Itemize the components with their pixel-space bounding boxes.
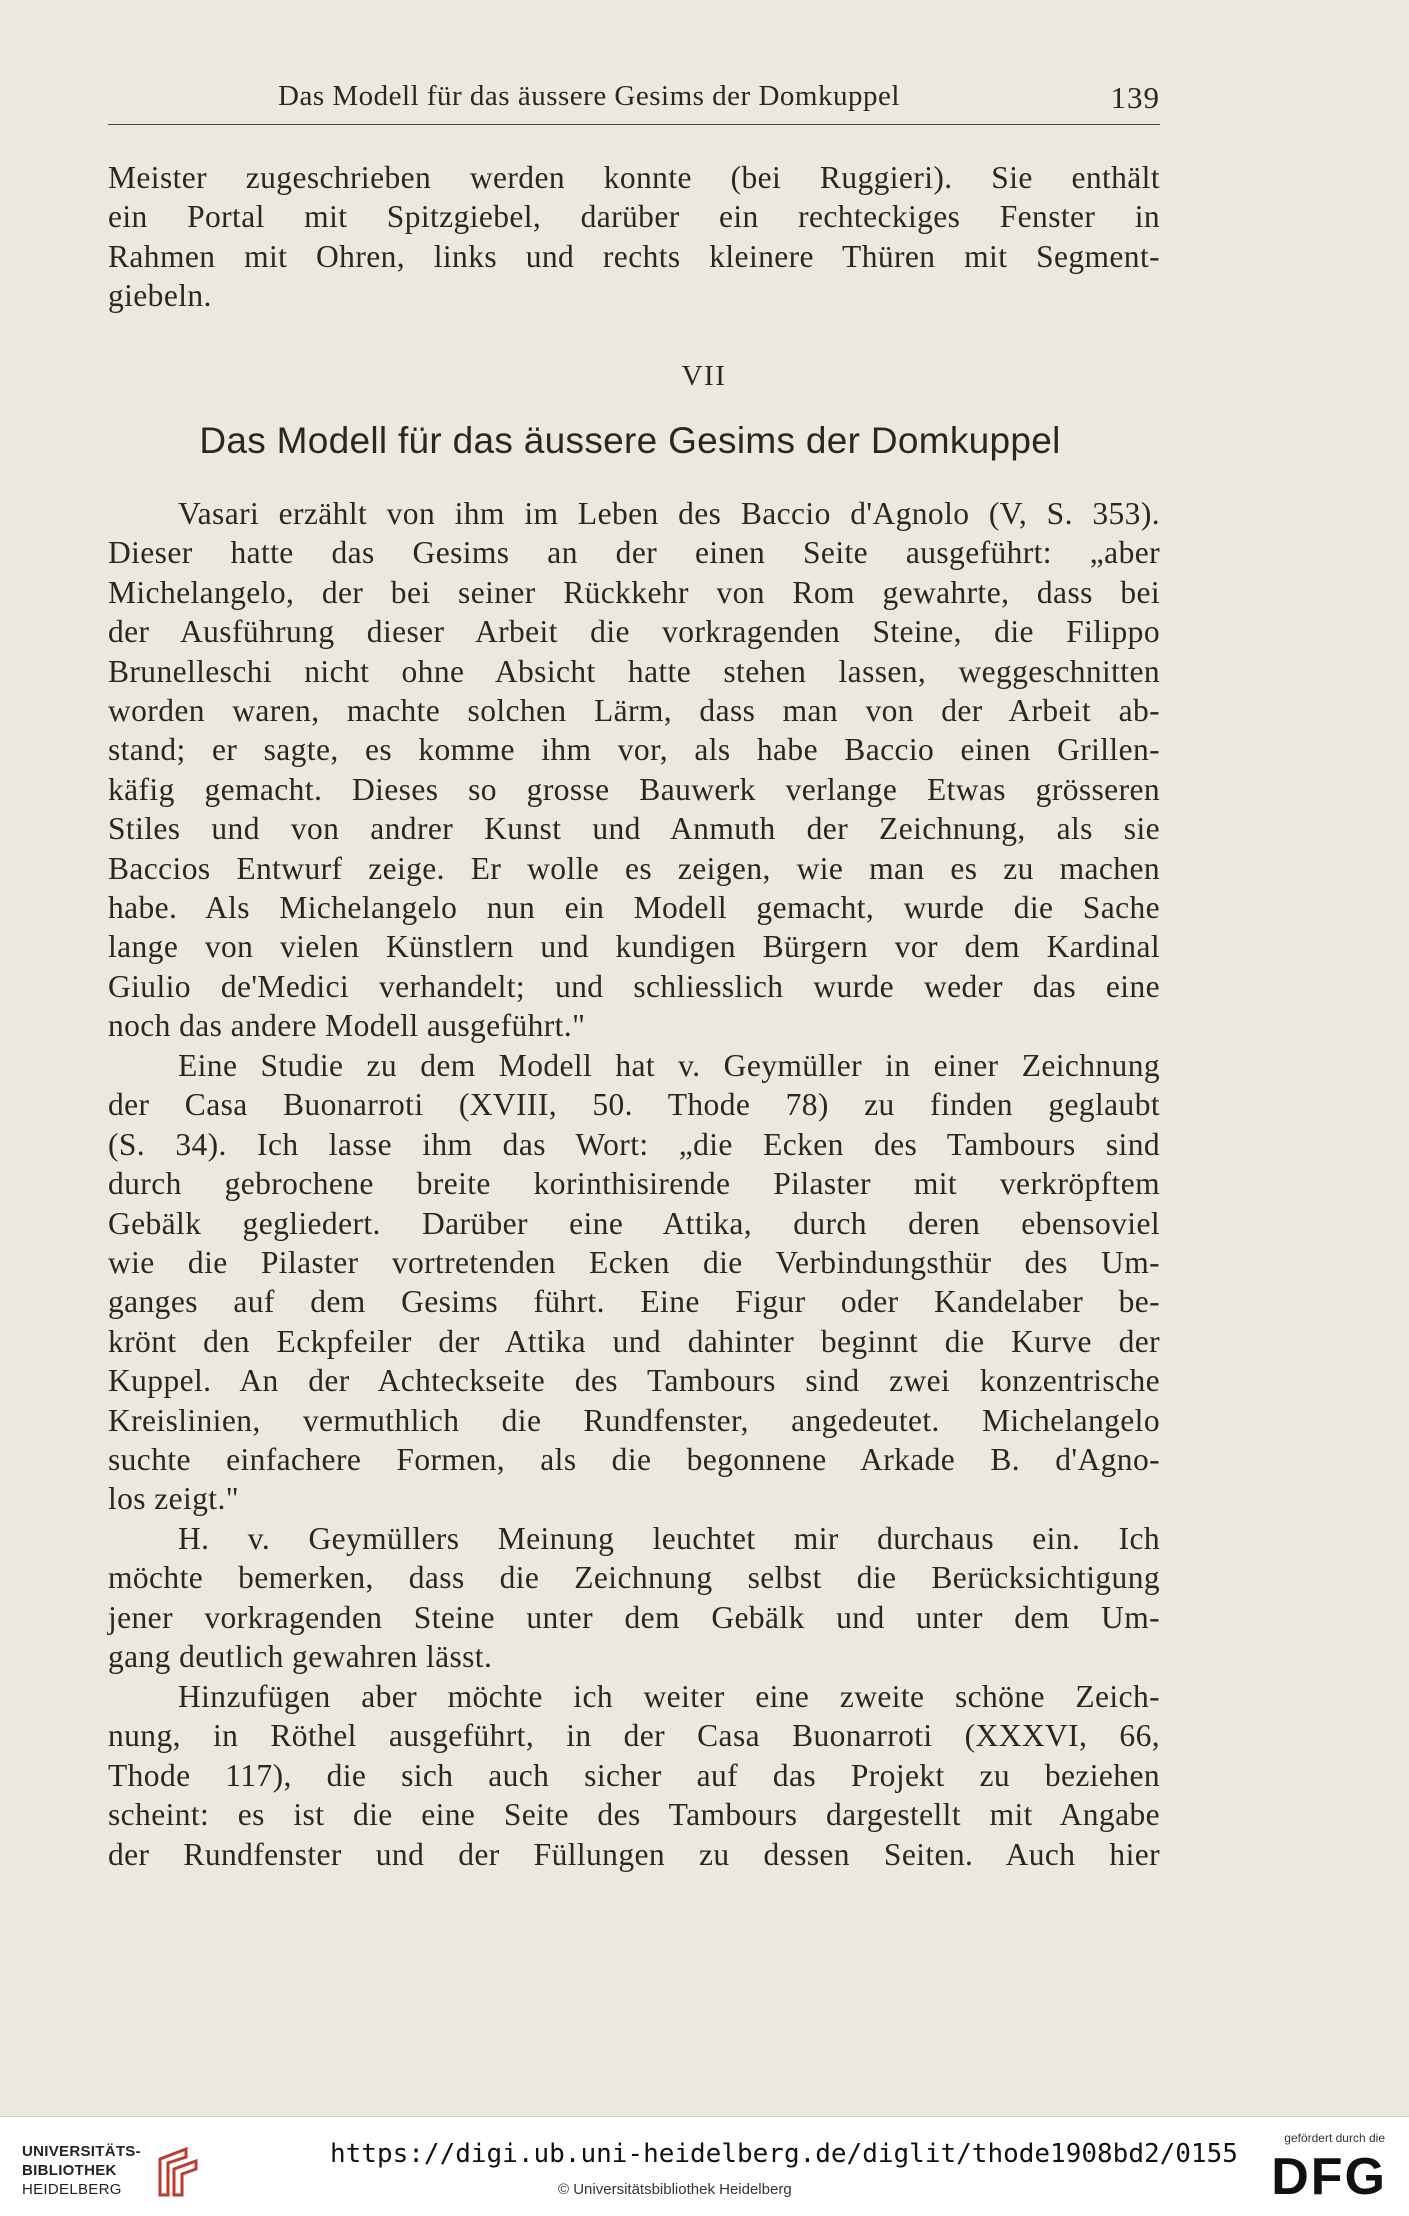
dfg-caption: gefördert durch die	[1284, 2131, 1385, 2145]
text-line: Stiles und von andrer Kunst und Anmuth der Zeichnung, als sie	[108, 811, 1160, 847]
text-line: nung, in Röthel ausgeführt, in der Casa Buonarroti (XXXVI, 66,	[108, 1718, 1160, 1754]
text-line: der Ausführung dieser Arbeit die vorkragenden Steine, die Filippo	[108, 614, 1160, 650]
text-line: H. v. Geymüllers Meinung leuchtet mir durchaus ein. Ich	[178, 1521, 1160, 1556]
text-line: Thode 117), die sich auch sicher auf das Projekt zu beziehen	[108, 1757, 1160, 1793]
text-line: Kuppel. An der Achteckseite des Tambours sind zwei konzentrische	[108, 1363, 1160, 1399]
paragraph-2	[108, 1046, 1160, 1519]
library-logo[interactable]	[22, 2143, 202, 2203]
chapter-title: Das Modell für das äussere Gesims der Domkuppel	[199, 420, 1061, 461]
running-title: Das Modell für das äussere Gesims der Domkuppel	[278, 80, 900, 112]
intro-paragraph	[108, 158, 1160, 316]
text-line: Dieser hatte das Gesims an der einen Seite ausgeführt: „aber	[108, 535, 1160, 571]
text-line: der Rundfenster und der Füllungen zu dessen Seiten. Auch hier	[108, 1836, 1160, 1872]
text-line: wie die Pilaster vortretenden Ecken die Verbindungsthür des Um-	[108, 1244, 1160, 1280]
text-line: käfig gemacht. Dieses so grosse Bauwerk verlange Etwas grösseren	[108, 771, 1160, 807]
text-line: noch das andere Modell ausgeführt."	[108, 1008, 586, 1044]
text-line: habe. Als Michelangelo nun ein Modell gemacht, wurde die Sache	[108, 889, 1160, 925]
permalink-url[interactable]: https://digi.ub.uni-heidelberg.de/diglit/thode1908bd2/0155	[330, 2139, 1238, 2169]
dfg-logo[interactable]: DFG	[1271, 2148, 1387, 2206]
paragraph-4	[108, 1677, 1160, 1874]
text-line: möchte bemerken, dass die Zeichnung selbst die Berücksichtigung	[108, 1560, 1160, 1596]
text-line: suchte einfachere Formen, als die begonnene Arkade B. d'Agno-	[108, 1441, 1160, 1477]
chapter-number: VII	[681, 360, 727, 392]
text-line: Gebälk gegliedert. Darüber eine Attika, durch deren ebensoviel	[108, 1205, 1160, 1241]
copyright-notice: © Universitätsbibliothek Heidelberg	[558, 2181, 792, 2198]
text-line: Vasari erzählt von ihm im Leben des Baccio d'Agnolo (V, S. 353).	[178, 496, 1160, 531]
text-line: los zeigt."	[108, 1481, 239, 1517]
text-line: durch gebrochene breite korinthisirende Pilaster mit verkröpftem	[108, 1166, 1160, 1202]
text-line: stand; er sagte, es komme ihm vor, als habe Baccio einen Grillen-	[108, 732, 1160, 768]
text-line: jener vorkragenden Steine unter dem Gebälk und unter dem Um-	[108, 1599, 1160, 1635]
paragraph-1	[108, 494, 1160, 1045]
text-line: krönt den Eckpfeiler der Attika und dahinter beginnt die Kurve der	[108, 1323, 1160, 1359]
viewer-footer	[0, 2116, 1409, 2216]
library-name-line: UNIVERSITÄTS-	[22, 2143, 141, 2160]
text-line: Meister zugeschrieben werden konnte (bei Ruggieri). Sie enthält	[108, 160, 1160, 195]
text-line: (S. 34). Ich lasse ihm das Wort: „die Ecken des Tambours sind	[108, 1126, 1160, 1162]
text-line: giebeln.	[108, 278, 212, 314]
text-line: Hinzufügen aber möchte ich weiter eine zweite schöne Zeich-	[178, 1679, 1160, 1714]
text-line: Michelangelo, der bei seiner Rückkehr von Rom gewahrte, dass bei	[108, 574, 1160, 610]
page-number: 139	[1110, 80, 1160, 115]
text-line: ein Portal mit Spitzgiebel, darüber ein rechteckiges Fenster in	[108, 199, 1160, 235]
text-line: ganges auf dem Gesims führt. Eine Figur oder Kandelaber be-	[108, 1284, 1160, 1320]
text-line: scheint: es ist die eine Seite des Tambours dargestellt mit Angabe	[108, 1797, 1160, 1833]
library-emblem-icon	[146, 2145, 202, 2201]
text-line: Brunelleschi nicht ohne Absicht hatte stehen lassen, weggeschnitten	[108, 653, 1160, 689]
text-line: Giulio de'Medici verhandelt; und schliesslich wurde weder das eine	[108, 968, 1160, 1004]
text-line: Baccios Entwurf zeige. Er wolle es zeigen, wie man es zu machen	[108, 850, 1160, 886]
text-line: lange von vielen Künstlern und kundigen Bürgern vor dem Kardinal	[108, 929, 1160, 965]
text-line: Rahmen mit Ohren, links und rechts kleinere Thüren mit Segment-	[108, 238, 1160, 274]
text-line: Kreislinien, vermuthlich die Rundfenster, angedeutet. Michelangelo	[108, 1402, 1160, 1438]
running-head	[108, 80, 1160, 125]
text-line: der Casa Buonarroti (XVIII, 50. Thode 78) zu finden geglaubt	[108, 1087, 1160, 1123]
paragraph-3	[108, 1519, 1160, 1677]
library-name-line: BIBLIOTHEK	[22, 2162, 117, 2179]
text-line: Eine Studie zu dem Modell hat v. Geymüller in einer Zeichnung	[178, 1048, 1160, 1083]
library-name-line: HEIDELBERG	[22, 2181, 122, 2198]
text-line: worden waren, machte solchen Lärm, dass man von der Arbeit ab-	[108, 692, 1160, 728]
text-line: gang deutlich gewahren lässt.	[108, 1639, 493, 1675]
